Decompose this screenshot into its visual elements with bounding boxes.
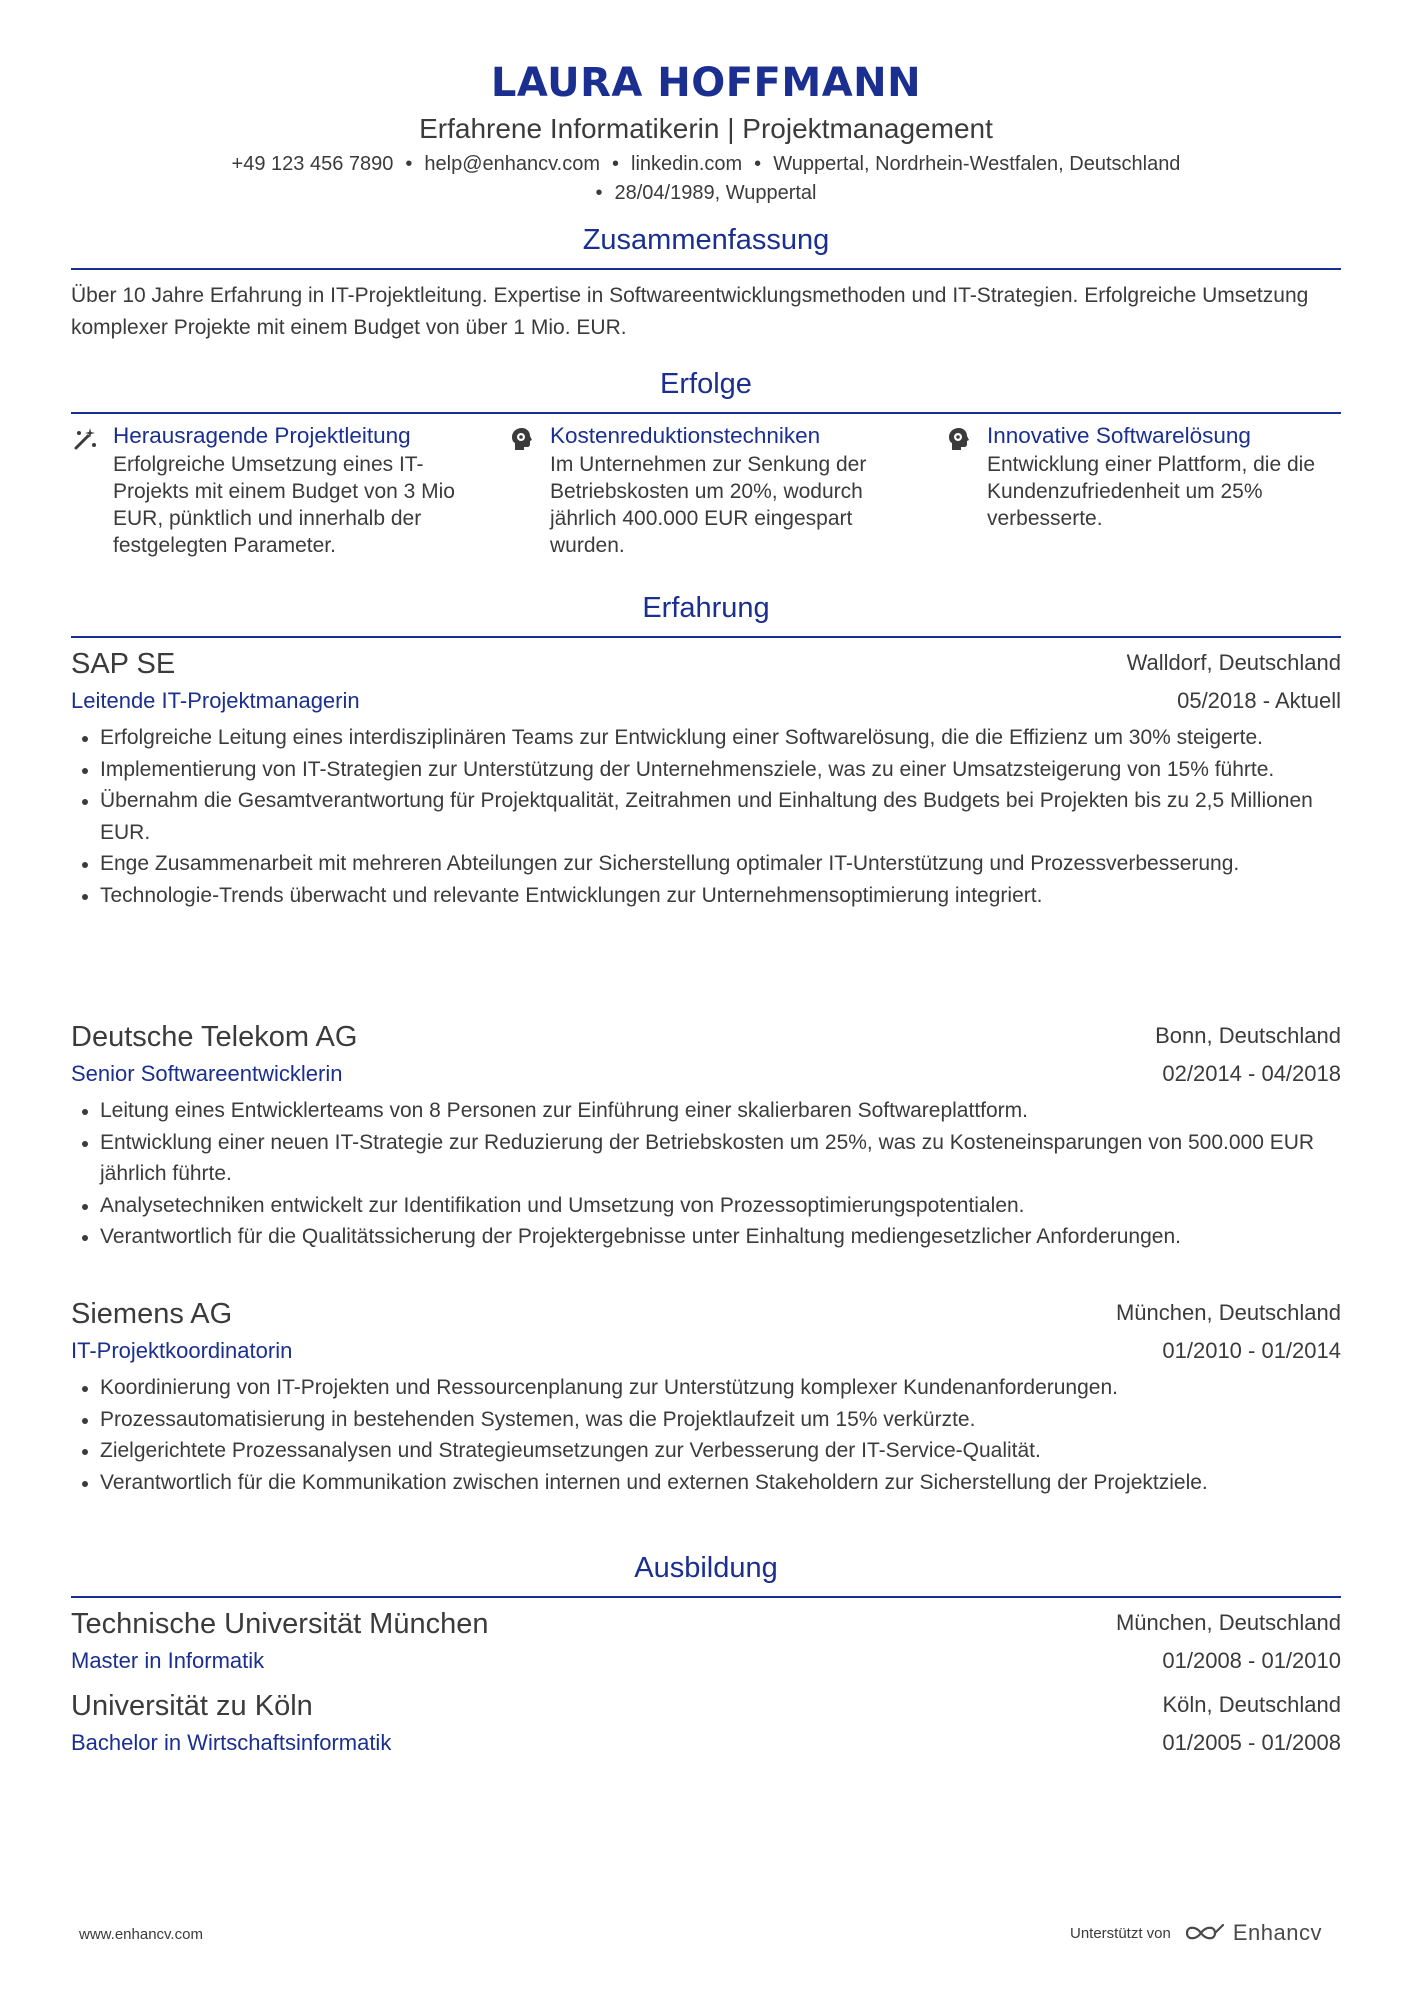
list-item: Enge Zusammenarbeit mit mehreren Abteilungen zur Sicherstellung optimaler IT-Unterstützung und Prozessverbesserung. bbox=[71, 848, 1341, 880]
linkedin[interactable]: linkedin.com bbox=[631, 153, 743, 175]
section-title-education: Ausbildung bbox=[634, 1552, 778, 1584]
job-role: Senior Softwareentwicklerin bbox=[71, 1061, 343, 1086]
footer-brand: Enhancv bbox=[1232, 1920, 1322, 1945]
job-dates: 01/2010 - 01/2014 bbox=[1162, 1338, 1341, 1363]
education-location: Köln, Deutschland bbox=[1162, 1692, 1341, 1717]
list-item: Prozessautomatisierung in bestehenden Systemen, was die Projektlaufzeit um 15% verkürzte. bbox=[71, 1404, 1341, 1436]
education-degree: Bachelor in Wirtschaftsinformatik bbox=[71, 1730, 392, 1755]
job-entry bbox=[71, 648, 1341, 911]
footer-branding bbox=[1070, 1920, 1322, 1946]
section-title-experience: Erfahrung bbox=[642, 592, 770, 624]
education-dates: 01/2008 - 01/2010 bbox=[1162, 1648, 1341, 1673]
achievement-title: Herausragende Projektleitung bbox=[113, 423, 411, 448]
achievement-desc: Entwicklung einer Plattform, die die Kundenzufriedenheit um 25% verbesserte. bbox=[987, 453, 1315, 530]
list-item: Analysetechniken entwickelt zur Identifikation und Umsetzung von Prozessoptimierungspotentialen. bbox=[71, 1190, 1341, 1222]
job-dates: 05/2018 - Aktuell bbox=[1177, 688, 1341, 713]
achievement-title: Innovative Softwarelösung bbox=[987, 423, 1251, 448]
location: Wuppertal, Nordrhein-Westfalen, Deutschland bbox=[773, 153, 1181, 175]
achievement-item bbox=[945, 421, 1355, 532]
education-dates: 01/2005 - 01/2008 bbox=[1162, 1730, 1341, 1755]
achievement-item bbox=[71, 421, 481, 559]
job-location: Bonn, Deutschland bbox=[1155, 1023, 1341, 1048]
achievement-desc: Erfolgreiche Umsetzung eines IT-Projekts mit einem Budget von 3 Mio EUR, pünktlich und innerhalb der festgelegten Parameter. bbox=[113, 453, 455, 557]
contact-info: +49 123 456 7890 • help@enhancv.com • linkedin.com • Wuppertal, Nordrhein-Westfalen, Deutschland • 28/04/1989, Wuppertal bbox=[231, 153, 1181, 204]
job-bullets bbox=[71, 722, 1341, 911]
list-item: Koordinierung von IT-Projekten und Ressourcenplanung zur Unterstützung komplexer Kundenanforderungen. bbox=[71, 1372, 1341, 1404]
head-gear-icon bbox=[508, 425, 536, 453]
job-role: IT-Projektkoordinatorin bbox=[71, 1338, 293, 1363]
section-title-summary: Zusammenfassung bbox=[582, 224, 830, 256]
job-company: Deutsche Telekom AG bbox=[71, 1021, 358, 1053]
candidate-headline: Erfahrene Informatikerin | Projektmanagement bbox=[419, 113, 993, 144]
education-location: München, Deutschland bbox=[1115, 1610, 1341, 1635]
education-entry bbox=[71, 1690, 1341, 1764]
email[interactable]: help@enhancv.com bbox=[424, 153, 600, 175]
list-item: Übernahm die Gesamtverantwortung für Projektqualität, Zeitrahmen und Einhaltung des Budgets bei Projekten bis zu 2,5 Millionen EUR. bbox=[71, 785, 1341, 848]
education-school: Technische Universität München bbox=[71, 1608, 489, 1640]
job-entry bbox=[71, 1021, 1341, 1253]
list-item: Zielgerichtete Prozessanalysen und Strategieumsetzungen zur Verbesserung der IT-Service-Qualität. bbox=[71, 1435, 1341, 1467]
candidate-name: LAURA HOFFMANN bbox=[490, 60, 922, 106]
list-item: Erfolgreiche Leitung eines interdisziplinären Teams zur Entwicklung einer Softwarelösung, die die Effizienz um 30% steigerte. bbox=[71, 722, 1341, 754]
achievement-title: Kostenreduktionstechniken bbox=[550, 423, 821, 448]
list-item: Leitung eines Entwicklerteams von 8 Personen zur Einführung einer skalierbaren Softwareplattform. bbox=[71, 1095, 1341, 1127]
footer-website[interactable]: www.enhancv.com bbox=[79, 1926, 203, 1943]
head-gear-icon bbox=[945, 425, 973, 453]
wand-icon bbox=[71, 425, 99, 453]
job-entry bbox=[71, 1298, 1341, 1498]
list-item: Verantwortlich für die Qualitätssicherung der Projektergebnisse unter Einhaltung mediengesetzlicher Anforderungen. bbox=[71, 1221, 1341, 1253]
education-degree: Master in Informatik bbox=[71, 1648, 265, 1673]
section-divider bbox=[71, 268, 1341, 270]
footer-powered-by: Unterstützt von bbox=[1069, 1924, 1171, 1942]
education-entry bbox=[71, 1608, 1341, 1682]
job-dates: 02/2014 - 04/2018 bbox=[1162, 1061, 1341, 1086]
section-divider bbox=[71, 636, 1341, 638]
job-company: Siemens AG bbox=[71, 1298, 233, 1330]
job-location: München, Deutschland bbox=[1115, 1300, 1341, 1325]
birth-info: 28/04/1989, Wuppertal bbox=[614, 182, 817, 204]
list-item: Implementierung von IT-Strategien zur Unterstützung der Unternehmensziele, was zu einer Umsatzsteigerung von 15% führte. bbox=[71, 754, 1341, 786]
list-item: Verantwortlich für die Kommunikation zwischen internen und externen Stakeholdern zur Sicherstellung der Projektziele. bbox=[71, 1467, 1341, 1499]
achievement-item bbox=[508, 421, 918, 559]
list-item: Technologie-Trends überwacht und relevante Entwicklungen zur Unternehmensoptimierung integriert. bbox=[71, 880, 1341, 912]
job-company: SAP SE bbox=[71, 648, 176, 680]
section-divider bbox=[71, 1596, 1341, 1598]
achievement-desc: Im Unternehmen zur Senkung der Betriebskosten um 20%, wodurch jährlich 400.000 EUR eingespart wurden. bbox=[550, 453, 867, 557]
job-bullets bbox=[71, 1095, 1341, 1253]
section-divider bbox=[71, 412, 1341, 414]
section-title-achievements: Erfolge bbox=[660, 368, 752, 400]
job-location: Walldorf, Deutschland bbox=[1126, 650, 1341, 675]
job-role: Leitende IT-Projektmanagerin bbox=[71, 688, 360, 713]
education-school: Universität zu Köln bbox=[71, 1690, 313, 1722]
phone[interactable]: +49 123 456 7890 bbox=[231, 153, 394, 175]
list-item: Entwicklung einer neuen IT-Strategie zur Reduzierung der Betriebskosten um 25%, was zu Kosteneinsparungen von 500.000 EUR jährlich führte. bbox=[71, 1127, 1341, 1190]
summary-text: Über 10 Jahre Erfahrung in IT-Projektleitung. Expertise in Softwareentwicklungsmethoden und IT-Strategien. Erfolgreiche Umsetzung komplexer Projekte mit einem Budget von über 1 Mio. EUR. bbox=[71, 284, 1309, 339]
job-bullets bbox=[71, 1372, 1341, 1498]
enhancv-logo-icon bbox=[1183, 1922, 1227, 1944]
